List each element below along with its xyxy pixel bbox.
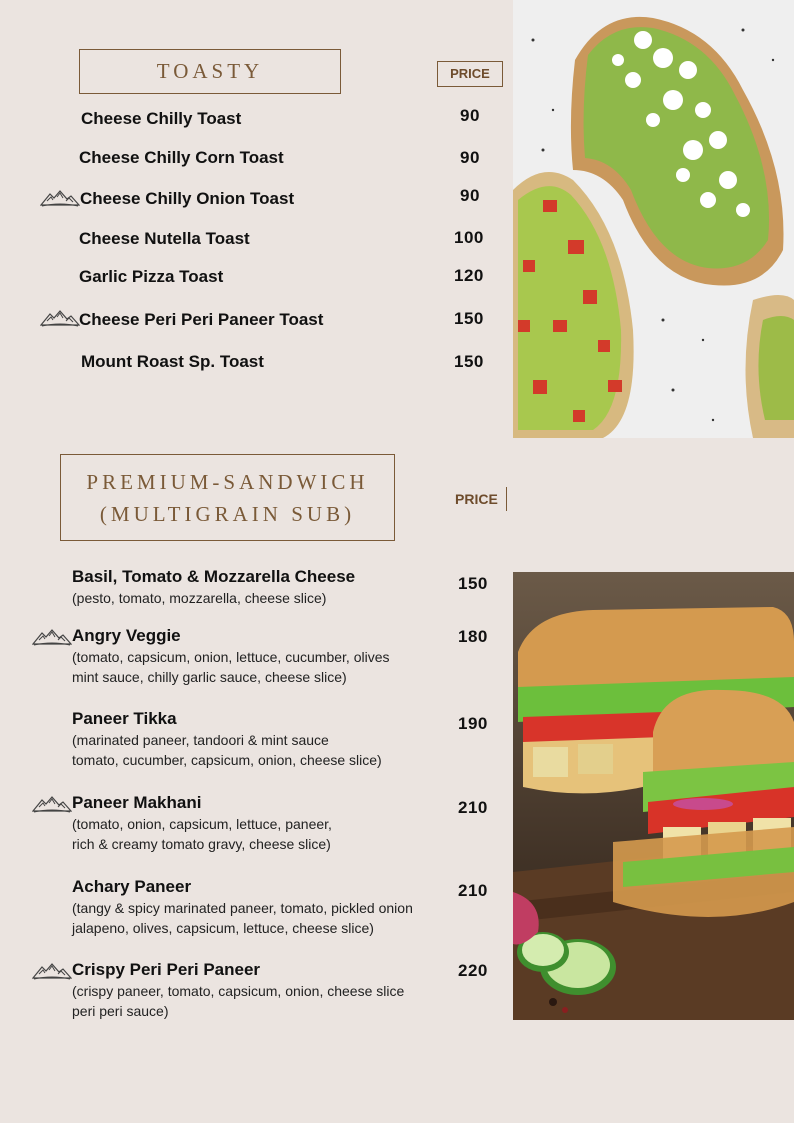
sandwich-price-header-label: PRICE	[455, 491, 498, 507]
sandwich-item-name: Paneer Makhani	[72, 793, 202, 812]
mountain-icon	[32, 962, 72, 980]
sandwich-item-price: 210	[458, 798, 488, 817]
toasty-price-header	[437, 61, 503, 87]
toasty-item-price: 150	[454, 352, 484, 371]
toasty-item-price: 120	[454, 266, 484, 285]
toasty-item-name: Cheese Nutella Toast	[79, 229, 250, 248]
sandwich-title-box	[60, 454, 395, 541]
mountain-icon	[40, 309, 80, 327]
mountain-icon	[32, 795, 72, 813]
sandwich-item-desc: jalapeno, olives, capsicum, lettuce, cheese slice)	[72, 920, 374, 936]
toasty-item-price: 90	[460, 106, 480, 125]
sandwich-item-desc: (tangy & spicy marinated paneer, tomato, pickled onion	[72, 900, 413, 916]
sandwich-item-desc: (crispy paneer, tomato, capsicum, onion, cheese slice	[72, 983, 405, 999]
sandwich-item-desc: (pesto, tomato, mozzarella, cheese slice)	[72, 590, 327, 606]
sandwich-item-desc: (tomato, onion, capsicum, lettuce, paneer,	[72, 816, 332, 832]
sandwich-title-line2: (MULTIGRAIN SUB)	[99, 502, 356, 526]
sandwich-item-desc: (tomato, capsicum, onion, lettuce, cucumber, olives	[72, 649, 390, 665]
sandwich-item-price: 180	[458, 627, 488, 646]
toasty-item-name: Cheese Chilly Onion Toast	[80, 189, 295, 208]
sandwich-title-line1: PREMIUM-SANDWICH	[86, 470, 369, 494]
sandwich-item-price: 210	[458, 881, 488, 900]
sandwich-item-name: Paneer Tikka	[72, 709, 177, 728]
sandwich-price-header	[455, 487, 507, 511]
sandwich-item-price: 220	[458, 961, 488, 980]
mountain-icon	[32, 628, 72, 646]
sandwich-item-desc: peri peri sauce)	[72, 1003, 169, 1019]
sub-sandwich-photo	[513, 572, 794, 1020]
toasty-price-header-label: PRICE	[450, 66, 490, 81]
toasty-item-name: Cheese Chilly Toast	[81, 109, 242, 128]
toasty-item-name: Garlic Pizza Toast	[79, 267, 224, 286]
toasty-item-name: Cheese Peri Peri Paneer Toast	[79, 310, 324, 329]
sandwich-item-price: 190	[458, 714, 488, 733]
sandwich-item-price: 150	[458, 574, 488, 593]
avocado-toast-photo	[513, 0, 794, 438]
mountain-icon	[40, 189, 80, 207]
toasty-item-name: Cheese Chilly Corn Toast	[79, 148, 284, 167]
sandwich-item-name: Crispy Peri Peri Paneer	[72, 960, 261, 979]
sandwich-item-name: Basil, Tomato & Mozzarella Cheese	[72, 567, 356, 586]
toasty-item-price: 150	[454, 309, 484, 328]
sandwich-item-desc: mint sauce, chilly garlic sauce, cheese slice)	[72, 669, 347, 685]
sandwich-item-desc: rich & creamy tomato gravy, cheese slice)	[72, 836, 331, 852]
toasty-item-price: 90	[460, 186, 480, 205]
sandwich-item-name: Angry Veggie	[72, 626, 181, 645]
sandwich-item-desc: (marinated paneer, tandoori & mint sauce	[72, 732, 329, 748]
avocado-toast-illustration	[513, 0, 794, 438]
toasty-title: TOASTY	[156, 59, 264, 83]
sandwich-item-desc: tomato, cucumber, capsicum, onion, cheese slice)	[72, 752, 382, 768]
toasty-item-price: 90	[460, 148, 480, 167]
toasty-item-price: 100	[454, 228, 484, 247]
sandwich-item-name: Achary Paneer	[72, 877, 192, 896]
sub-sandwich-illustration	[513, 572, 794, 1020]
toasty-title-box	[79, 49, 341, 94]
toasty-item-name: Mount Roast Sp. Toast	[81, 352, 264, 371]
